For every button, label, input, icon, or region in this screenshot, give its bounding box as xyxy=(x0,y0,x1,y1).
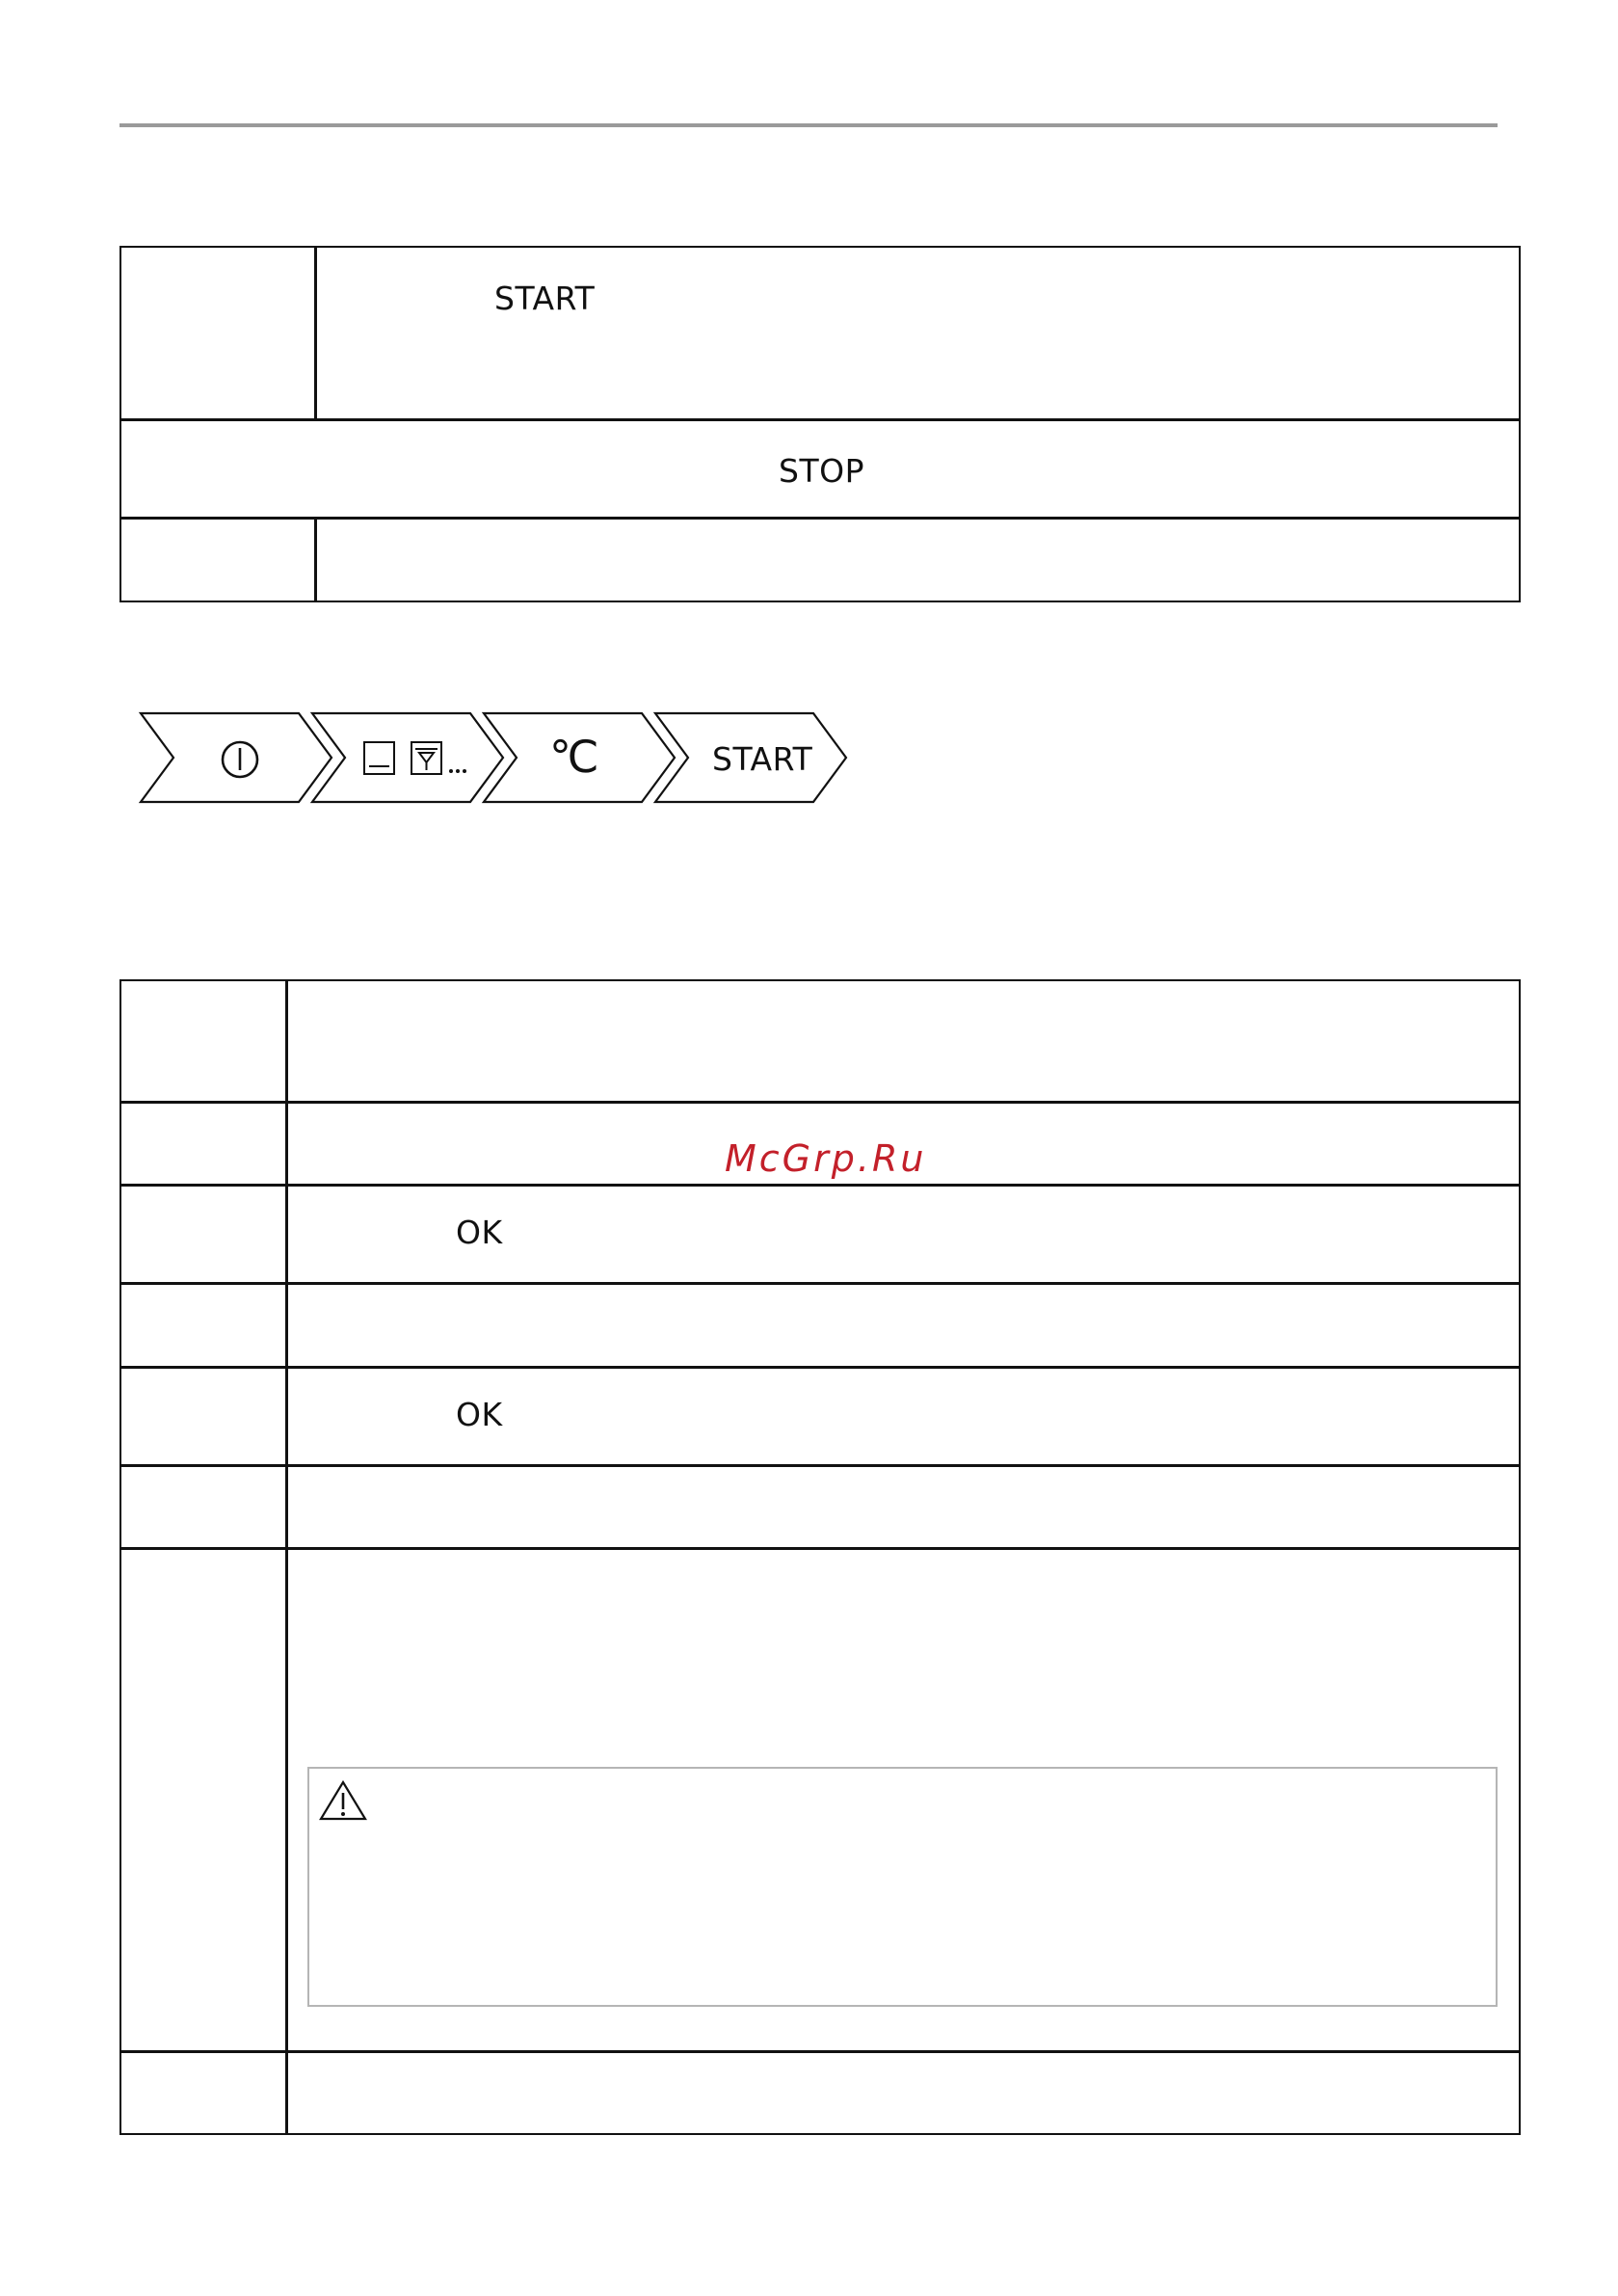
table2-column-divider xyxy=(285,979,288,2135)
watermark: McGrp.Ru xyxy=(725,1137,927,1180)
more-functions-dots xyxy=(449,769,466,773)
table2-row-divider-6 xyxy=(119,1547,1521,1550)
sequence-step-2 xyxy=(312,713,503,802)
table2-row-divider-7 xyxy=(119,2050,1521,2053)
oven-function-icons xyxy=(364,742,441,774)
table2-row-divider-1 xyxy=(119,1101,1521,1104)
ok-button-label-2: OK xyxy=(456,1396,503,1433)
ok-button-label-1: OK xyxy=(456,1214,503,1251)
table2-row-divider-3 xyxy=(119,1282,1521,1285)
sequence-step-1 xyxy=(141,713,332,802)
table2-row-divider-4 xyxy=(119,1366,1521,1369)
power-icon xyxy=(223,742,257,777)
temperature-step-label: ℃ xyxy=(549,731,600,783)
stop-button-label: STOP xyxy=(779,452,864,490)
warning-box xyxy=(307,1767,1498,2007)
start-button-label: START xyxy=(494,280,596,317)
warning-triangle-icon xyxy=(318,1779,368,1822)
table2-row-divider-5 xyxy=(119,1464,1521,1467)
start-step-label: START xyxy=(712,740,813,778)
table2-row-divider-2 xyxy=(119,1184,1521,1187)
